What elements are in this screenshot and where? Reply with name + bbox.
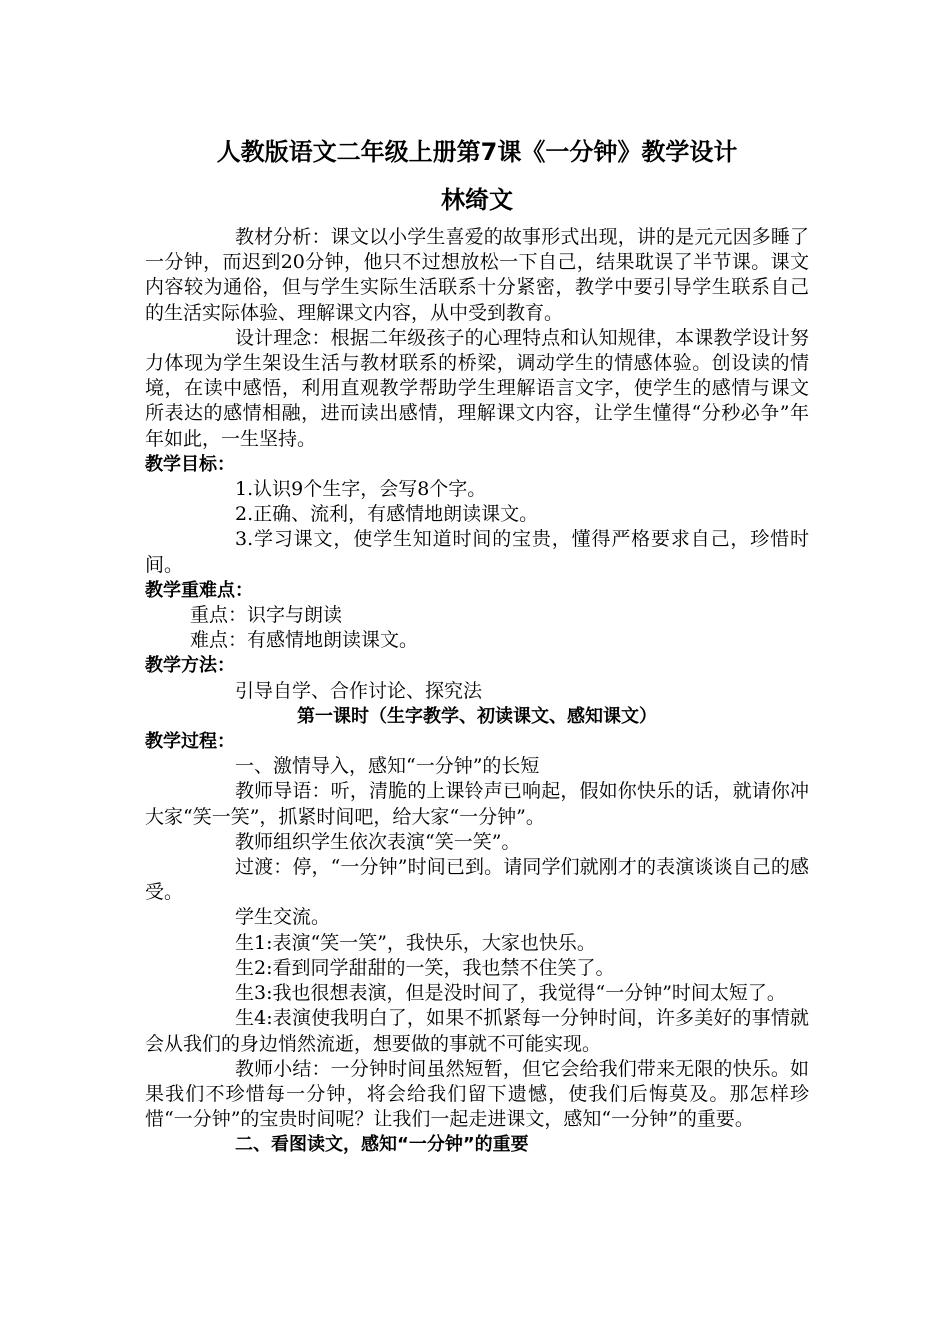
process-paragraph: 学生交流。 xyxy=(235,906,331,929)
process-paragraph: 生1:表演“笑一笑”，我快乐，大家也快乐。 xyxy=(235,931,596,954)
process-paragraph: 一、激情导入，感知“一分钟”的长短 xyxy=(235,755,540,778)
document-title: 人教版语文二年级上册第7课《一分钟》教学设计 xyxy=(216,138,738,166)
document-body xyxy=(145,135,809,1158)
process-heading: 教学过程： xyxy=(145,731,235,753)
goal-item: 2.正确、流利，有感情地朗读课文。 xyxy=(235,503,539,526)
process-paragraph: 教师小结：一分钟时间虽然短暂，但它会给我们带来无限的快乐。如果我们不珍惜每一分钟，将会给我们留下遗憾，使我们后悔莫及。那怎样珍惜“一分钟”的宝贵时间呢？让我们一起走进课文，感知“一分钟”的重要。 xyxy=(145,1057,809,1131)
process-paragraph: 过渡：停，“一分钟”时间已到。请同学们就刚才的表演谈谈自己的感受。 xyxy=(145,856,809,904)
process-paragraph: 教师组织学生依次表演“笑一笑”。 xyxy=(235,830,521,853)
keypoint-difficulty: 难点：有感情地朗读课文。 xyxy=(190,629,419,652)
goals-heading: 教学目标： xyxy=(145,453,235,475)
methods-text: 引导自学、合作讨论、探究法 xyxy=(235,679,483,702)
goal-item: 3.学习课文，使学生知道时间的宝贵，懂得严格要求自己，珍惜时间。 xyxy=(145,528,809,576)
section-two-heading: 二、看图读文，感知“一分钟”的重要 xyxy=(235,1134,529,1156)
keypoint-focus: 重点：识字与朗读 xyxy=(190,604,343,627)
process-paragraph: 生2:看到同学甜甜的一笑，我也禁不住笑了。 xyxy=(235,956,615,979)
goal-item: 1.认识9个生字，会写8个字。 xyxy=(235,478,487,501)
author-name: 林绮文 xyxy=(441,186,513,214)
concept-paragraph: 设计理念：根据二年级孩子的心理特点和认知规律，本课教学设计努力体现为学生架设生活与教材联系的桥梁，调动学生的情感体验。创设读的情境，在读中感悟，利用直观教学帮助学生理解语言文字，使学生的感情与课文所表达的感情相融，进而读出感情，理解课文内容，让学生懂得“分秒必争”年年如此，一生坚持。 xyxy=(145,326,809,450)
keypoints-heading: 教学重难点： xyxy=(145,579,253,601)
analysis-paragraph: 教材分析：课文以小学生喜爱的故事形式出现，讲的是元元因多睡了一分钟，而迟到20分钟，他只不过想放松一下自己，结果耽误了半节课。课文内容较为通俗，但与学生实际生活联系十分紧密，教学中要引导学生联系自己的生活实际体验、理解课文内容，从中受到教育。 xyxy=(145,226,809,324)
process-paragraph: 生3:我也很想表演，但是没时间了，我觉得“一分钟”时间太短了。 xyxy=(235,982,786,1005)
methods-heading: 教学方法： xyxy=(145,655,235,677)
lesson-title: 第一课时（生字教学、初读课文、感知课文） xyxy=(297,705,657,727)
process-paragraph: 教师导语：听，清脆的上课铃声已响起，假如你快乐的话，就请你冲大家“笑一笑”，抓紧时间吧，给大家“一分钟”。 xyxy=(145,780,809,828)
process-paragraph: 生4:表演使我明白了，如果不抓紧每一分钟时间，许多美好的事情就会从我们的身边悄然流逝，想要做的事就不可能实现。 xyxy=(145,1007,809,1055)
